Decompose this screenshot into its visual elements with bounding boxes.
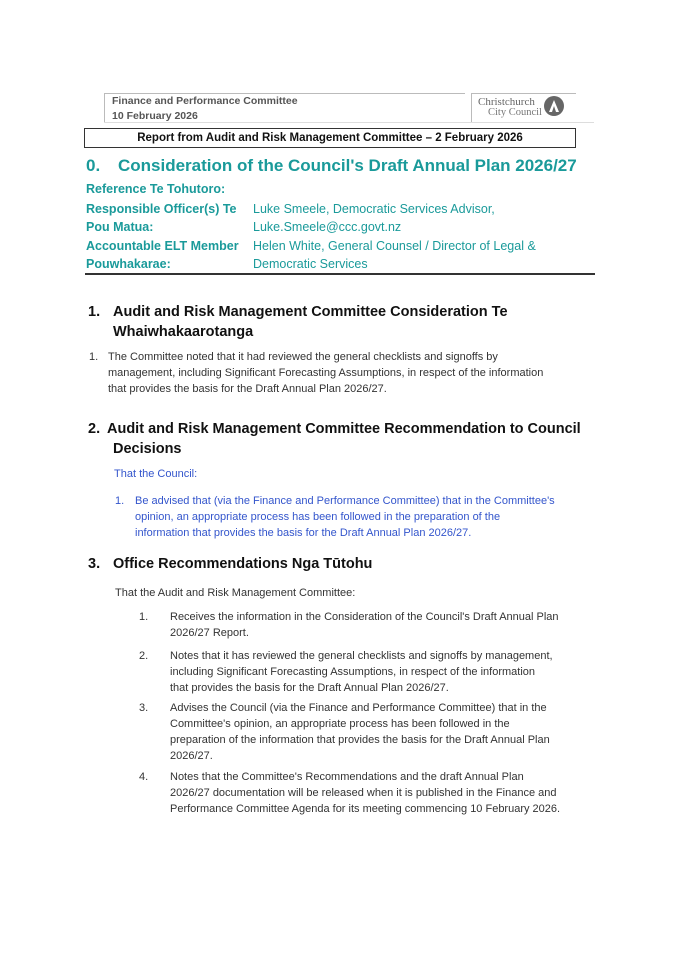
section3-item-number: 4. [139, 771, 149, 783]
accountable-value-1: Helen White, General Counsel / Director of Legal & [253, 239, 536, 253]
section3-item [170, 700, 600, 764]
responsible-value-1: Luke Smeele, Democratic Services Advisor, [253, 202, 495, 216]
section3-item-number: 2. [139, 650, 149, 662]
section2-heading [88, 419, 598, 459]
report-banner: Report from Audit and Risk Management Committee – 2 February 2026 [84, 128, 576, 148]
section3-item-line: that provides the basis for the Draft Annual Plan 2026/27. [170, 682, 449, 694]
reference-label: Reference Te Tohutoro: [86, 182, 226, 196]
section2-item-number: 1. [115, 495, 125, 507]
section1-item-line: The Committee noted that it had reviewed the general checklists and signoffs by [108, 351, 498, 363]
accountable-value-2: Democratic Services [253, 257, 368, 271]
header-committee-name: Finance and Performance Committee [112, 95, 298, 107]
section3-intro: That the Audit and Risk Management Committee: [115, 587, 356, 599]
section3-item-line: 2026/27 Report. [170, 627, 249, 639]
section2-item [135, 493, 595, 541]
christchurch-logo-icon [543, 95, 565, 117]
section1-heading-line2: Whaiwhakaarotanga [113, 324, 254, 340]
responsible-email[interactable]: Luke.Smeele@ccc.govt.nz [253, 220, 402, 234]
section2-heading-line2: Decisions [113, 441, 182, 457]
section1-item-line: management, including Significant Forecasting Assumptions, in respect of the information [108, 367, 544, 379]
section2-item-line: information that provides the basis for the Draft Annual Plan 2026/27. [135, 527, 472, 539]
section3-item-line: Committee's opinion, an appropriate process has been followed in the [170, 718, 510, 730]
section3-item-line: 2026/27 documentation will be released when it is published in the Finance and [170, 787, 557, 799]
responsible-label-1: Responsible Officer(s) Te [86, 202, 237, 216]
section3-item [170, 769, 600, 817]
header-divider [104, 122, 594, 123]
meta-divider [85, 273, 595, 275]
section3-item-line: Notes that it has reviewed the general checklists and signoffs by management, [170, 650, 553, 662]
section3-item-line: preparation of the information that provides the basis for the Draft Annual Plan [170, 734, 550, 746]
section3-heading [88, 554, 588, 574]
responsible-label-2: Pou Matua: [86, 220, 154, 234]
section3-item-line: Advises the Council (via the Finance and Performance Committee) that in the [170, 702, 547, 714]
section1-heading-line1: Audit and Risk Management Committee Consideration Te [113, 304, 508, 320]
page-title [86, 156, 577, 176]
section3-number: 3. [88, 556, 101, 572]
section2-heading-line1: Audit and Risk Management Committee Recommendation to Council [107, 421, 581, 437]
accountable-label-2: Pouwhakarae: [86, 257, 171, 271]
accountable-label-1: Accountable ELT Member [86, 239, 239, 253]
section3-item-line: 2026/27. [170, 750, 213, 762]
title-number: 0. [86, 156, 101, 175]
section3-item-number: 1. [139, 611, 149, 623]
logo-text-line1: Christchurch [478, 96, 535, 108]
section3-heading-text: Office Recommendations Nga Tūtohu [113, 556, 373, 572]
logo-text-line2: City Council [488, 107, 542, 118]
title-text: Consideration of the Council's Draft Annual Plan 2026/27 [118, 156, 577, 175]
section3-item-line: Notes that the Committee's Recommendations and the draft Annual Plan [170, 771, 524, 783]
section2-item-line: Be advised that (via the Finance and Performance Committee) that in the Committee's [135, 495, 555, 507]
header-date: 10 February 2026 [112, 110, 198, 122]
section1-item-line: that provides the basis for the Draft Annual Plan 2026/27. [108, 383, 387, 395]
section3-item [170, 609, 600, 641]
section1-number: 1. [88, 304, 101, 320]
section3-item [170, 648, 600, 696]
section3-item-line: Receives the information in the Consideration of the Council's Draft Annual Plan [170, 611, 559, 623]
section2-number: 2. [88, 421, 101, 437]
section1-item-number: 1. [89, 351, 99, 363]
section1-heading [88, 302, 588, 342]
section3-item-line: including Significant Forecasting Assumptions, in respect of the information [170, 666, 536, 678]
section2-item-line: opinion, an appropriate process has been followed in the preparation of the [135, 511, 501, 523]
section3-item-line: Performance Committee Agenda for its meeting commencing 10 February 2026. [170, 803, 561, 815]
section1-item [108, 349, 598, 397]
section3-item-number: 3. [139, 702, 149, 714]
section2-intro: That the Council: [114, 468, 198, 480]
